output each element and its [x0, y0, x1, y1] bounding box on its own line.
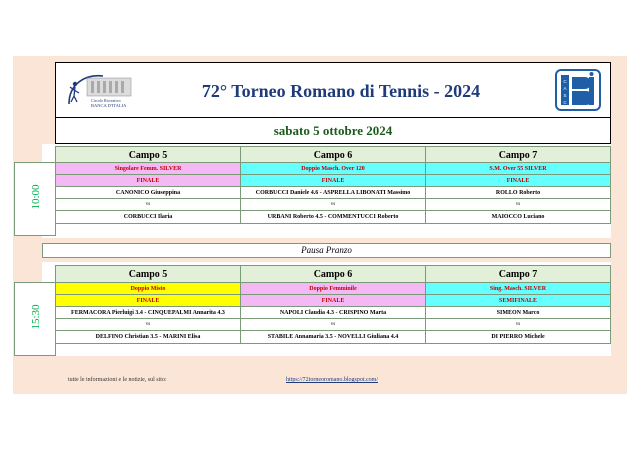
category-label: Doppio Masch. Over 120	[241, 163, 426, 175]
date-banner: sabato 5 ottobre 2024	[55, 118, 611, 144]
player-two: DI PIERRO Michele	[426, 331, 611, 344]
svg-text:C: C	[563, 100, 567, 105]
court-header-row-afternoon	[55, 265, 611, 283]
player-one: FERMACORA Pierluigi 3.4 - CINQUEPALMI Annarita 4.3	[56, 307, 241, 319]
category-label: Singolare Femm. SILVER	[56, 163, 241, 175]
versus-label: vs	[56, 199, 241, 211]
player-one: CANONICO Giuseppina	[56, 187, 241, 199]
match-table-afternoon	[55, 282, 611, 344]
category-label: Sing. Masch. SILVER	[426, 283, 611, 295]
svg-text:S: S	[563, 93, 567, 98]
court-name: Campo 6	[241, 266, 426, 283]
court-name: Campo 6	[241, 147, 426, 164]
court-name: Campo 7	[426, 147, 611, 164]
player-two: MAIOCCO Luciano	[426, 211, 611, 224]
player-one: ROLLO Roberto	[426, 187, 611, 199]
page-title: 72° Torneo Romano di Tennis - 2024	[201, 81, 481, 101]
category-label: Doppio Misto	[56, 283, 241, 295]
round-label: SEMIFINALE	[426, 295, 611, 307]
player-one: CORBUCCI Daniele 4.6 - ASPRELLA LIBONATI Massimo	[241, 187, 426, 199]
player-one: NAPOLI Claudia 4.3 - CRISPINO Marta	[241, 307, 426, 319]
player-one: SIMEON Marco	[426, 307, 611, 319]
player-two: URBANI Roberto 4.5 - COMMENTUCCI Roberto	[241, 211, 426, 224]
session-time: 15:30	[30, 304, 42, 330]
svg-text:BANCA D'ITALIA: BANCA D'ITALIA	[91, 103, 127, 108]
court-name: Campo 7	[426, 266, 611, 283]
round-label: FINALE	[56, 295, 241, 307]
versus-label: vs	[426, 319, 611, 331]
round-label: FINALE	[241, 175, 426, 187]
match-table-morning	[55, 162, 611, 224]
casc-logo	[555, 69, 601, 111]
round-label: FINALE	[241, 295, 426, 307]
time-cell	[14, 162, 56, 236]
player-two: STABILE Annamaria 3.5 - NOVELLI Giuliana 4.4	[241, 331, 426, 344]
court-name: Campo 5	[56, 266, 241, 283]
player-two: DELFINO Christian 3.5 - MARINI Elisa	[56, 331, 241, 344]
round-label: FINALE	[426, 175, 611, 187]
player-two: CORBUCCI Ilaria	[56, 211, 241, 224]
time-cell	[14, 282, 56, 356]
versus-label: vs	[241, 319, 426, 331]
round-label: FINALE	[56, 175, 241, 187]
svg-text:C: C	[563, 79, 567, 84]
svg-text:Circolo Ricreativo: Circolo Ricreativo	[91, 98, 121, 103]
header	[55, 62, 611, 118]
category-label: Doppio Femminile	[241, 283, 426, 295]
versus-label: vs	[56, 319, 241, 331]
session-time: 10:00	[30, 184, 42, 210]
lunch-break-label: Pausa Pranzo	[42, 243, 611, 258]
versus-label: vs	[426, 199, 611, 211]
court-name: Campo 5	[56, 147, 241, 164]
website-link[interactable]: https://72torneoromano.blogspot.com/	[286, 377, 378, 383]
svg-text:A: A	[563, 86, 567, 91]
circolo-banca-italia-logo	[65, 70, 141, 110]
versus-label: vs	[241, 199, 426, 211]
footer-info: tutte le informazioni e le notizie, sul sito:	[68, 377, 167, 383]
category-label: S.M. Over 55 SILVER	[426, 163, 611, 175]
